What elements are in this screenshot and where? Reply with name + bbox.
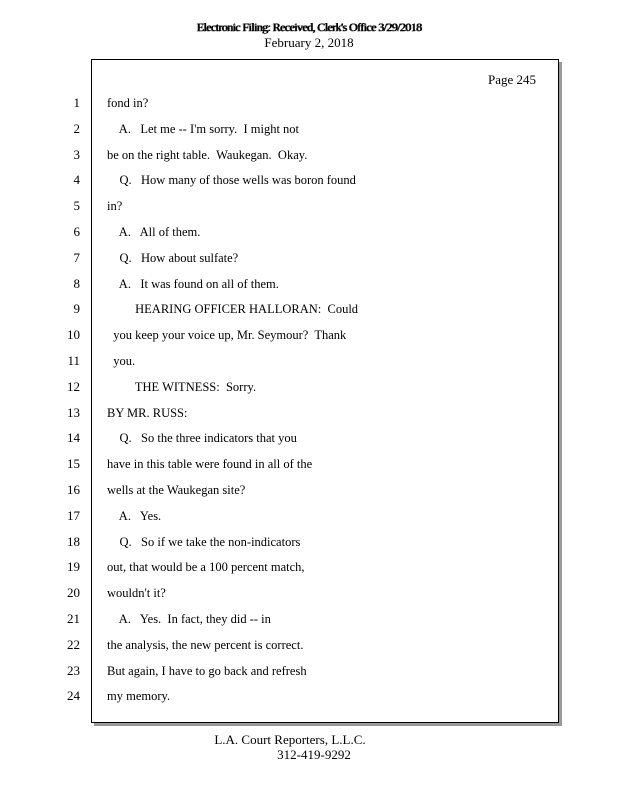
transcript-line: be on the right table. Waukegan. Okay. bbox=[107, 148, 308, 162]
transcript-line: the analysis, the new percent is correct. bbox=[107, 638, 304, 652]
line-number: 12 bbox=[67, 379, 80, 394]
line-number: 1 bbox=[73, 95, 80, 110]
transcript-line: you. bbox=[107, 354, 136, 368]
footer-company: L.A. Court Reporters, L.L.C. bbox=[214, 732, 366, 747]
footer-phone: 312-419-9292 bbox=[277, 747, 351, 762]
transcript-line: in? bbox=[107, 199, 123, 213]
line-number: 23 bbox=[67, 663, 80, 678]
transcript-line: A. Let me -- I'm sorry. I might not bbox=[107, 122, 300, 136]
transcript-line: But again, I have to go back and refresh bbox=[107, 664, 307, 678]
line-number: 8 bbox=[73, 276, 80, 291]
line-number: 3 bbox=[73, 147, 80, 162]
line-number: 10 bbox=[67, 327, 80, 342]
transcript-line: HEARING OFFICER HALLORAN: Could bbox=[107, 302, 359, 316]
transcript-line: BY MR. RUSS: bbox=[107, 406, 188, 420]
transcript-line: Q. So if we take the non-indicators bbox=[107, 535, 301, 549]
filing-stamp: Electronic Filing: Received, Clerk's Office 3/29/2018 bbox=[196, 20, 422, 34]
transcript-line: THE WITNESS: Sorry. bbox=[107, 380, 257, 394]
line-number: 14 bbox=[67, 430, 80, 445]
transcript-line: Q. So the three indicators that you bbox=[107, 431, 297, 445]
line-number: 13 bbox=[67, 405, 80, 420]
page-number: Page 245 bbox=[487, 72, 536, 87]
line-number: 2 bbox=[73, 121, 80, 136]
transcript-line: fond in? bbox=[107, 96, 149, 110]
transcript-line: Q. How many of those wells was boron found bbox=[107, 173, 356, 187]
line-number: 19 bbox=[67, 559, 80, 574]
line-number: 22 bbox=[67, 637, 80, 652]
transcript-line: wouldn't it? bbox=[107, 586, 166, 600]
transcript-line: A. Yes. bbox=[107, 509, 162, 523]
transcript-line: out, that would be a 100 percent match, bbox=[107, 560, 305, 574]
transcript-line: Q. How about sulfate? bbox=[107, 251, 239, 265]
line-number: 17 bbox=[67, 508, 80, 523]
line-number: 4 bbox=[73, 172, 80, 187]
transcript-line: have in this table were found in all of the bbox=[107, 457, 313, 471]
line-number: 20 bbox=[67, 585, 80, 600]
line-number: 6 bbox=[73, 224, 80, 239]
line-number: 24 bbox=[67, 688, 80, 703]
line-number: 9 bbox=[73, 301, 80, 316]
transcript-date: February 2, 2018 bbox=[264, 35, 354, 50]
line-number: 16 bbox=[67, 482, 80, 497]
transcript-line: A. Yes. In fact, they did -- in bbox=[107, 612, 271, 626]
line-number: 21 bbox=[67, 611, 80, 626]
transcript-line: A. All of them. bbox=[107, 225, 201, 239]
transcript-line: my memory. bbox=[107, 689, 171, 703]
transcript-line: you keep your voice up, Mr. Seymour? Thank bbox=[107, 328, 347, 342]
line-number: 5 bbox=[73, 198, 80, 213]
line-number: 7 bbox=[73, 250, 80, 265]
line-number: 11 bbox=[67, 353, 80, 368]
transcript-line: wells at the Waukegan site? bbox=[107, 483, 246, 497]
line-number: 15 bbox=[67, 456, 80, 471]
line-number: 18 bbox=[67, 534, 80, 549]
transcript-line: A. It was found on all of them. bbox=[107, 277, 279, 291]
